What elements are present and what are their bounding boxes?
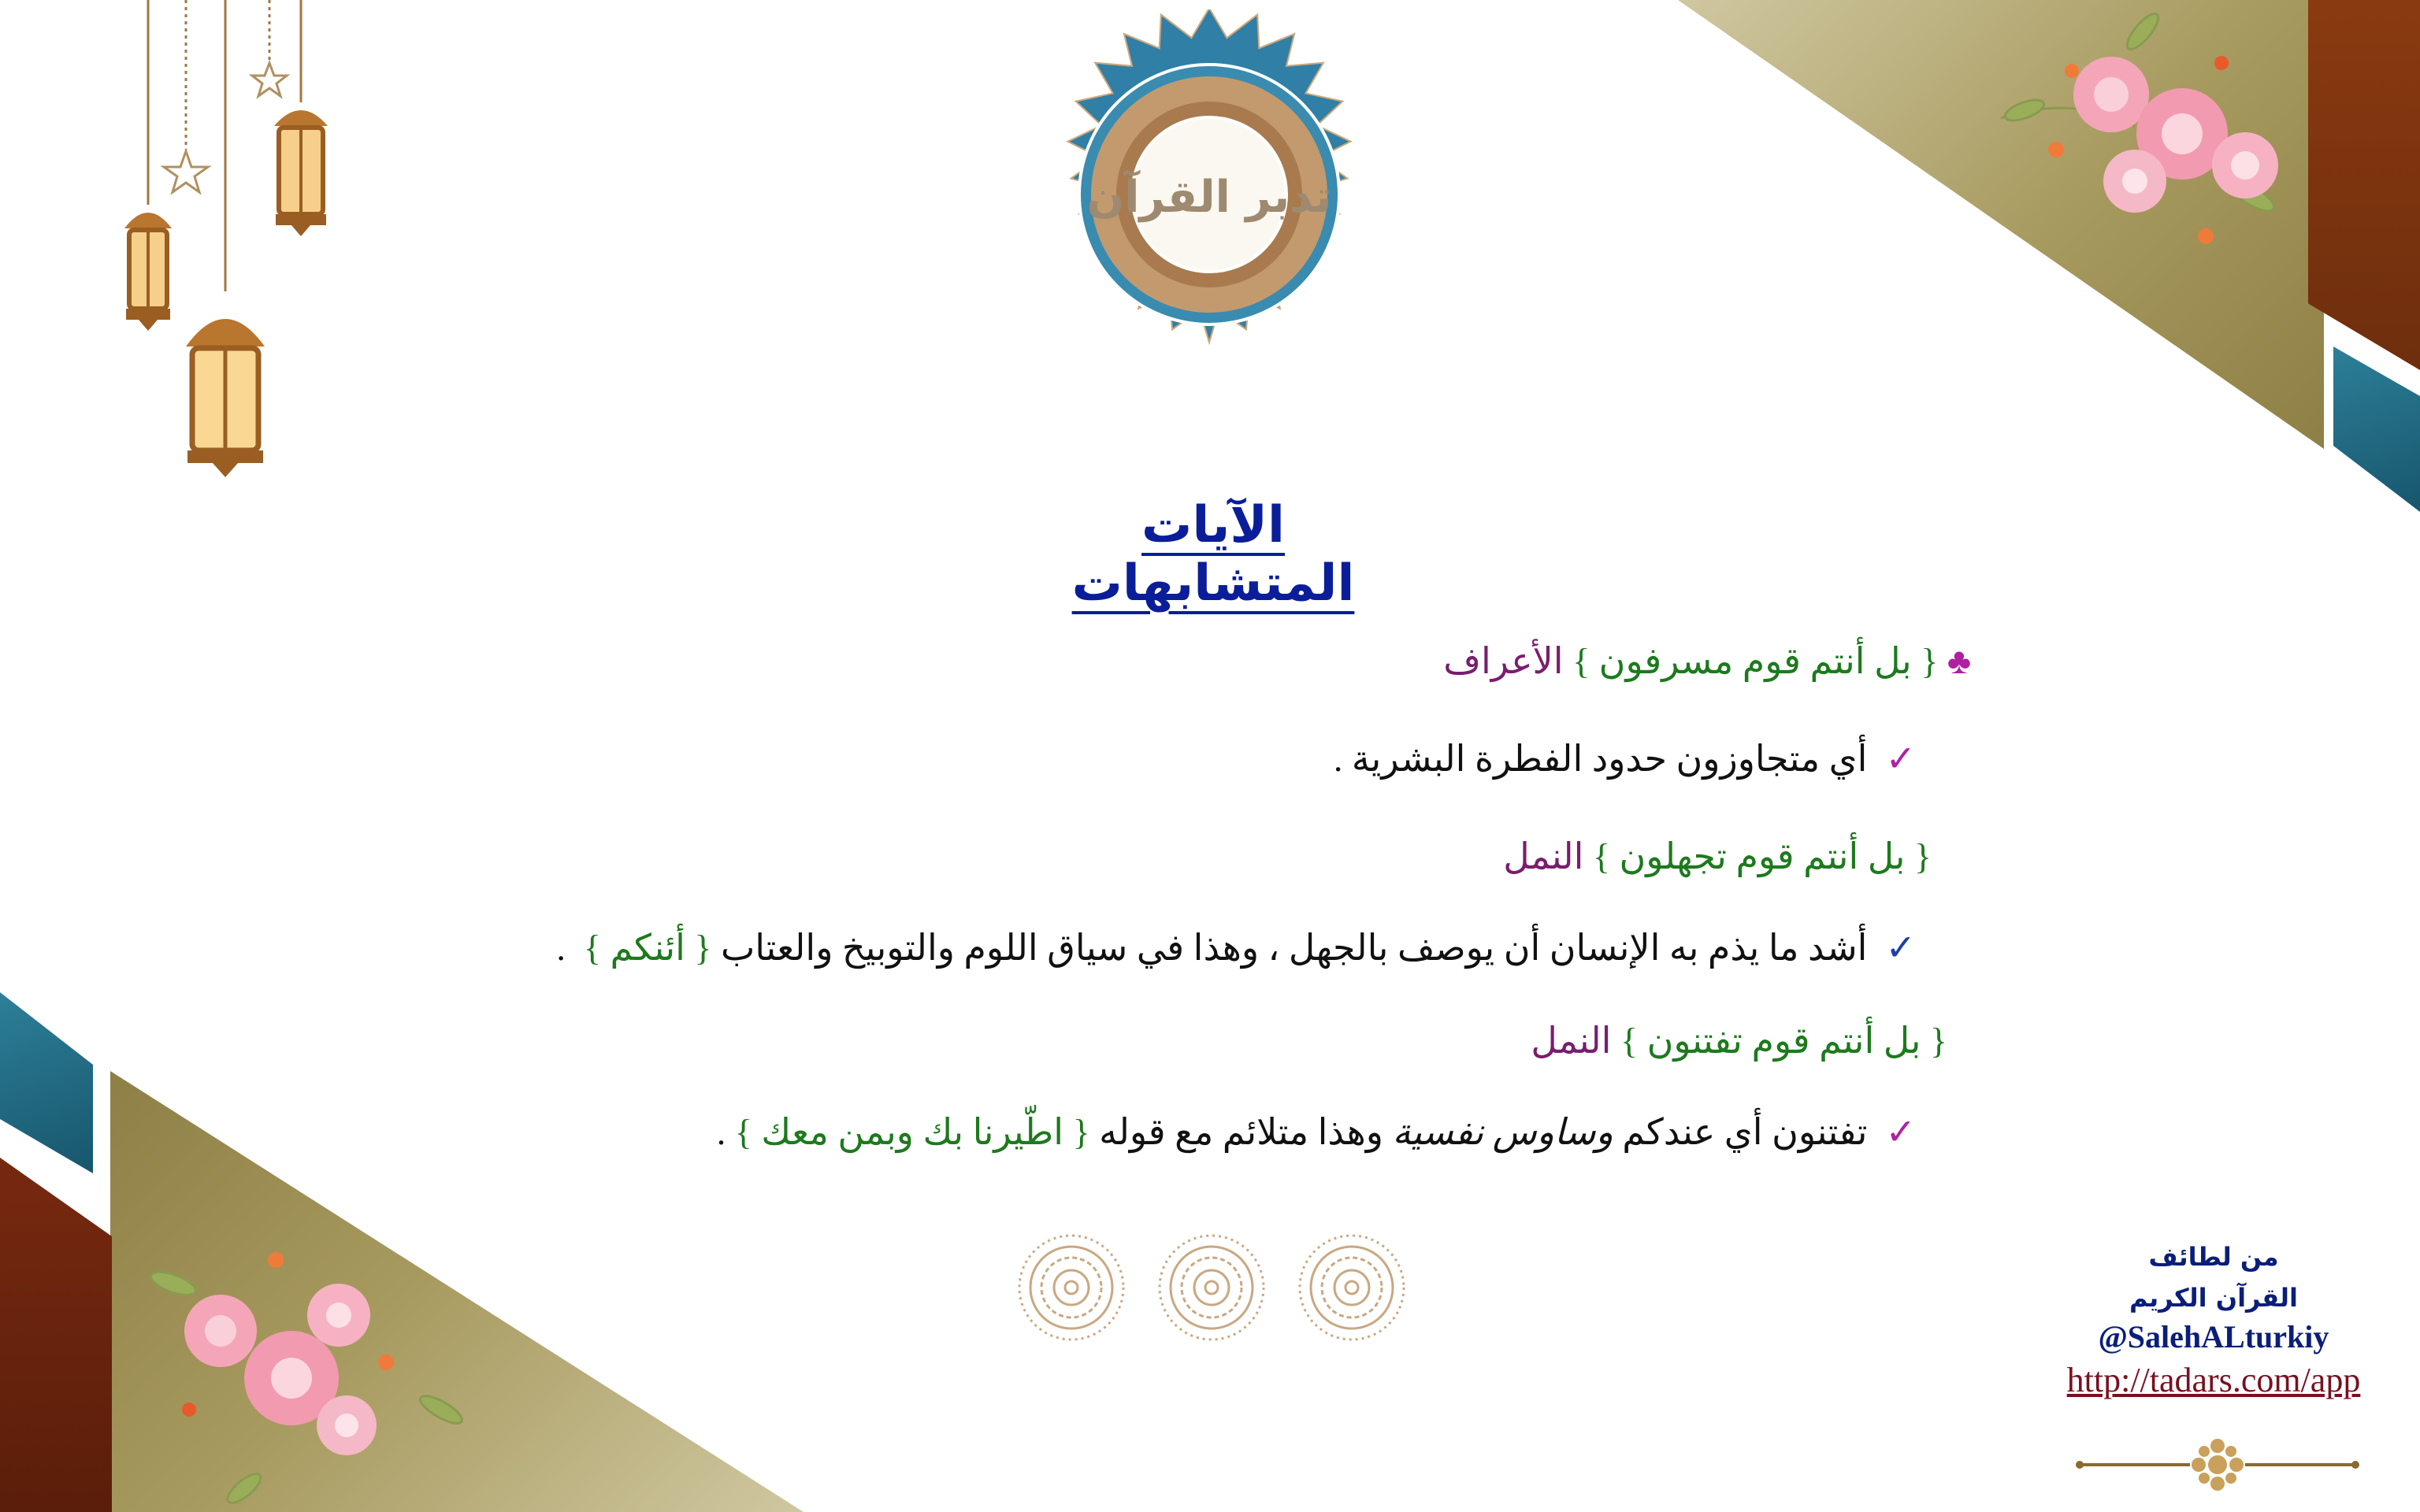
quran-medallion-logo <box>1024 9 1394 380</box>
note-italic: وساوس نفسية <box>1392 1112 1613 1152</box>
verse-open-brace: { <box>1921 641 1939 681</box>
check-icon: ✓ <box>1885 739 1916 779</box>
surah-name: الأعراف <box>1443 641 1564 681</box>
note-text: تفتنون أي عندكم <box>1622 1112 1868 1152</box>
note-text: أشد ما يذم به الإنسان أن يوصف بالجهل ، وهذا في سياق اللوم والتوبيخ والعتاب <box>721 928 1868 968</box>
corner-stripe-brown-top-right <box>2308 0 2420 370</box>
verse-3-note <box>717 1110 1916 1153</box>
signature-handle: @SalehALturkiy <box>2098 1319 2329 1354</box>
note-text-mid: وهذا متلائم مع قوله <box>1099 1112 1383 1152</box>
verse-open-brace: { <box>1913 836 1932 876</box>
signature-line-1: من لطائف <box>2148 1242 2279 1272</box>
surah-name: النمل <box>1503 836 1584 876</box>
verse-text: بل أنتم قوم مسرفون <box>1598 641 1912 681</box>
verse-2-note <box>556 926 1916 969</box>
flowers-bottom-left-icon <box>126 1228 488 1512</box>
verse-1-note <box>1334 737 1916 780</box>
verse-text: بل أنتم قوم تفتنون <box>1646 1021 1921 1061</box>
logo-text: تدبر القرآن <box>1086 172 1332 223</box>
verse-close-brace: } <box>1592 836 1610 876</box>
flowers-top-right-icon <box>1954 0 2316 284</box>
signature-block <box>2040 1236 2387 1400</box>
verse-text: بل أنتم قوم تجهلون <box>1619 836 1906 876</box>
page-title: الآيات المتشابهات <box>1071 496 1355 613</box>
divider-ornament-icon <box>2072 1433 2363 1496</box>
ornament-row-icon <box>1008 1225 1418 1351</box>
verse-close-brace: } <box>1620 1021 1639 1061</box>
club-bullet-icon: ♣ <box>1947 641 1971 681</box>
note-text: أي متجاوزون حدود الفطرة البشرية . <box>1333 739 1868 779</box>
verse-close-brace: } <box>1572 641 1590 681</box>
lanterns-icon <box>102 0 354 488</box>
verse-3-line <box>1531 1019 1947 1062</box>
verse-2-line <box>1503 835 1932 877</box>
note-period: . <box>556 928 566 968</box>
check-icon: ✓ <box>1885 928 1916 968</box>
corner-stripe-teal-top-right <box>2333 346 2420 512</box>
check-icon: ✓ <box>1885 1112 1916 1152</box>
note-period: . <box>716 1112 726 1152</box>
note-quote: { اطّيرنا بك وبمن معك } <box>734 1112 1090 1152</box>
surah-name: النمل <box>1531 1021 1612 1061</box>
signature-url-link[interactable]: http://tadars.com/app <box>2066 1361 2361 1399</box>
verse-open-brace: { <box>1929 1021 1947 1061</box>
corner-stripe-teal-bottom-left <box>0 992 93 1173</box>
corner-stripe-brown-bottom-left <box>0 1118 112 1512</box>
signature-line-2: القرآن الكريم <box>2129 1283 2298 1313</box>
note-quote: { أئنكم } <box>583 928 712 968</box>
verse-1-line <box>1443 639 1971 682</box>
